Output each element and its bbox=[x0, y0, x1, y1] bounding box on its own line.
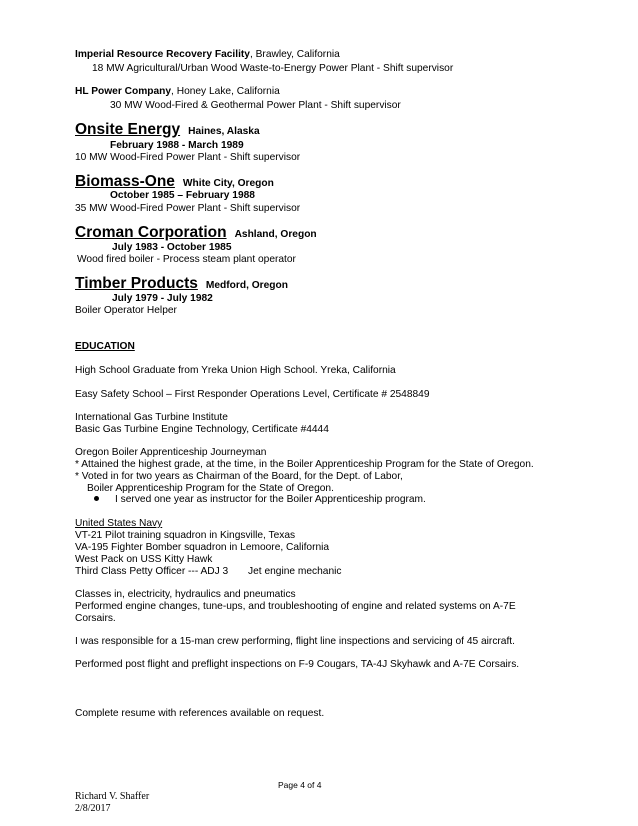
navy-corsairs: Corsairs. bbox=[75, 613, 116, 624]
bullet-icon bbox=[94, 496, 99, 501]
navy-line: Third Class Petty Officer --- ADJ 3 Jet engine mechanic bbox=[75, 566, 342, 577]
company-location: Ashland, Oregon bbox=[234, 229, 317, 240]
job-role: Boiler Operator Helper bbox=[75, 305, 177, 316]
education-boiler-program: Boiler Apprenticeship Program for the State of Oregon. bbox=[87, 483, 334, 494]
job-hl-power-header bbox=[75, 86, 280, 98]
bullet-text: I served one year as instructor for the Boiler Apprenticeship program. bbox=[115, 494, 426, 505]
navy-heading: United States Navy bbox=[75, 518, 163, 529]
closing-note: Complete resume with references available on request. bbox=[75, 708, 325, 719]
company-location: Haines, Alaska bbox=[188, 126, 260, 137]
education-safety: Easy Safety School – First Responder Operations Level, Certificate # 2548849 bbox=[75, 389, 430, 400]
company-location: , Brawley, California bbox=[249, 49, 340, 60]
job-role: Wood fired boiler - Process steam plant operator bbox=[77, 254, 296, 265]
job-role: 35 MW Wood-Fired Power Plant - Shift supervisor bbox=[75, 203, 301, 214]
footer-name: Richard V. Shaffer bbox=[75, 791, 150, 802]
company-name: Timber Products bbox=[75, 275, 198, 292]
navy-inspections: Performed post flight and preflight inspections on F-9 Cougars, TA-4J Skyhawk and A-7E Corsairs. bbox=[75, 659, 520, 670]
company-name: Onsite Energy bbox=[75, 121, 181, 138]
education-boiler-grade: * Attained the highest grade, at the time, in the Boiler Apprenticeship Program for the State of Oregon. bbox=[75, 459, 534, 470]
footer-date: 2/8/2017 bbox=[75, 803, 111, 814]
navy-crew: I was responsible for a 15-man crew performing, flight line inspections and servicing of 45 aircraft. bbox=[75, 636, 515, 647]
company-location: , Honey Lake, California bbox=[171, 86, 280, 97]
education-heading: EDUCATION bbox=[75, 341, 135, 352]
job-onsite-header bbox=[75, 121, 260, 139]
job-role: 30 MW Wood-Fired & Geothermal Power Plant - Shift supervisor bbox=[110, 100, 401, 111]
navy-line: VT-21 Pilot training squadron in Kingsville, Texas bbox=[75, 530, 296, 541]
education-gas-turbine-cert: Basic Gas Turbine Engine Technology, Certificate #4444 bbox=[75, 424, 329, 435]
page-number: Page 4 of 4 bbox=[278, 780, 322, 790]
company-name: Biomass-One bbox=[75, 173, 175, 190]
education-high-school: High School Graduate from Yreka Union High School. Yreka, California bbox=[75, 365, 396, 376]
job-imperial-header bbox=[75, 49, 340, 61]
education-boiler-bullet bbox=[94, 494, 426, 506]
navy-line: VA-195 Fighter Bomber squadron in Lemoore, California bbox=[75, 542, 330, 553]
job-croman-header bbox=[75, 224, 317, 242]
job-role: 10 MW Wood-Fired Power Plant - Shift supervisor bbox=[75, 152, 301, 163]
job-dates: July 1979 - July 1982 bbox=[112, 293, 213, 304]
education-boiler-title: Oregon Boiler Apprenticeship Journeyman bbox=[75, 447, 267, 458]
company-location: White City, Oregon bbox=[182, 178, 274, 189]
job-biomass-header bbox=[75, 173, 274, 191]
navy-engine-changes: Performed engine changes, tune-ups, and troubleshooting of engine and related systems on A-7E bbox=[75, 601, 516, 612]
job-dates: October 1985 – February 1988 bbox=[110, 190, 255, 201]
job-role: 18 MW Agricultural/Urban Wood Waste-to-Energy Power Plant - Shift supervisor bbox=[92, 63, 454, 74]
navy-classes: Classes in, electricity, hydraulics and pneumatics bbox=[75, 589, 296, 600]
company-name: HL Power Company bbox=[75, 86, 172, 97]
job-timber-header bbox=[75, 275, 288, 293]
navy-line: West Pack on USS Kitty Hawk bbox=[75, 554, 213, 565]
education-gas-turbine-institute: International Gas Turbine Institute bbox=[75, 412, 228, 423]
company-location: Medford, Oregon bbox=[205, 280, 288, 291]
company-name: Imperial Resource Recovery Facility bbox=[75, 49, 250, 60]
job-dates: July 1983 - October 1985 bbox=[112, 242, 232, 253]
company-name: Croman Corporation bbox=[75, 224, 227, 241]
job-dates: February 1988 - March 1989 bbox=[110, 140, 244, 151]
education-boiler-chairman: * Voted in for two years as Chairman of the Board, for the Dept. of Labor, bbox=[75, 471, 403, 482]
